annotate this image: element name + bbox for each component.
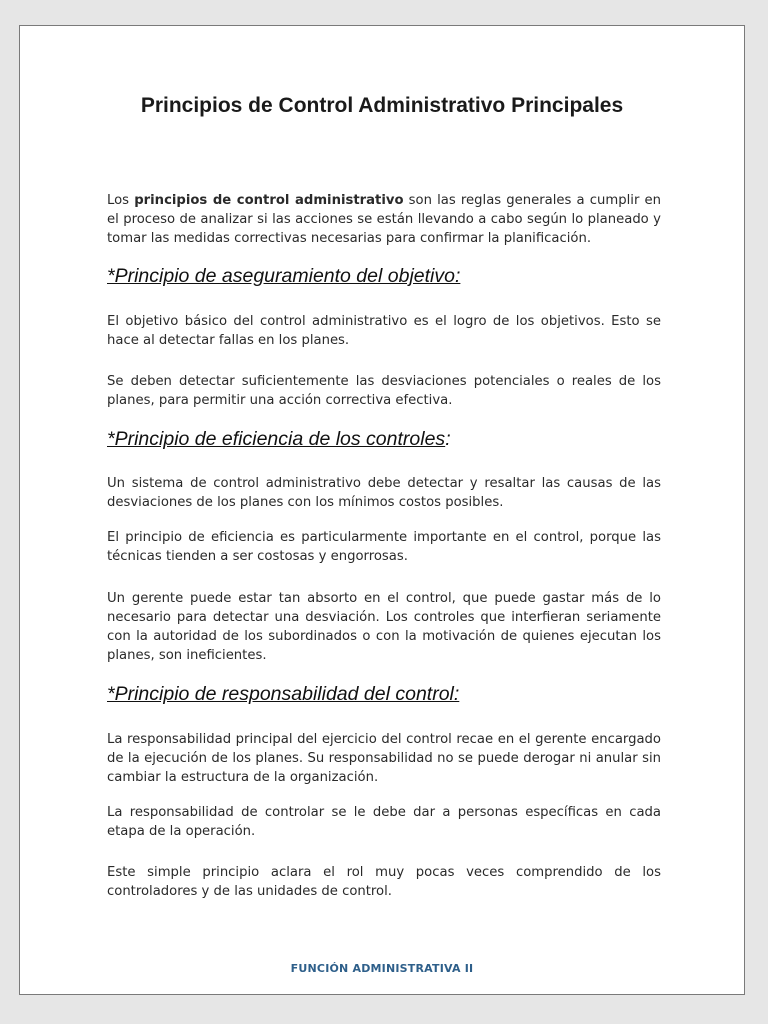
paragraph-responsabilidad-3: Este simple principio aclara el rol muy pocas veces comprendido de los controladores y de las unidades de control.	[107, 865, 661, 899]
intro-bold-term: principios de control administrativo	[134, 193, 404, 208]
section-heading-eficiencia-text: *Principio de eficiencia de los controles	[107, 428, 446, 450]
intro-text-before: Los	[107, 193, 135, 208]
paragraph-eficiencia-2: El principio de eficiencia es particularmente importante en el control, porque las técnicas tienden a ser costosas y engorrosas.	[107, 530, 661, 564]
paragraph-objetivo-1: El objetivo básico del control administrativo es el logro de los objetivos. Esto se hace al detectar fallas en los planes.	[107, 314, 661, 348]
document-body	[107, 166, 661, 901]
section-heading-eficiencia-colon: :	[445, 428, 451, 450]
paragraph-responsabilidad-1: La responsabilidad principal del ejercicio del control recae en el gerente encargado de la ejecución de los planes. Su responsabilidad no se puede derogar ni anular sin cambiar la estructura de la organización.	[107, 732, 661, 785]
page-footer: FUNCIÓN ADMINISTRATIVA II	[290, 962, 474, 975]
intro-paragraph	[107, 191, 661, 248]
section-heading-responsabilidad: *Principio de responsabilidad del control:	[107, 683, 460, 705]
section-heading-objetivo: *Principio de aseguramiento del objetivo:	[107, 265, 461, 287]
paragraph-objetivo-2: Se deben detectar suficientemente las desviaciones potenciales o reales de los planes, para permitir una acción correctiva efectiva.	[107, 374, 661, 408]
paragraph-eficiencia-3: Un gerente puede estar tan absorto en el control, que puede gastar más de lo necesario para detectar una desviación. Los controles que interfieran seriamente con la autoridad de los subordinados o con la motivación de quienes ejecutan los planes, son ineficientes.	[107, 591, 661, 663]
paragraph-responsabilidad-2: La responsabilidad de controlar se le debe dar a personas específicas en cada etapa de la operación.	[107, 805, 661, 839]
paragraph-eficiencia-1: Un sistema de control administrativo debe detectar y resaltar las causas de las desviaciones de los planes con los mínimos costos posibles.	[107, 476, 661, 510]
document-page	[19, 25, 745, 995]
section-heading-eficiencia	[107, 427, 661, 451]
intro-text-after: son las reglas generales a cumplir en el proceso de analizar si las acciones se están llevando a cabo según lo planeado y tomar las medidas correctivas necesarias para confirmar la planificación.	[107, 193, 661, 246]
document-title: Principios de Control Administrativo Principales	[140, 94, 624, 117]
